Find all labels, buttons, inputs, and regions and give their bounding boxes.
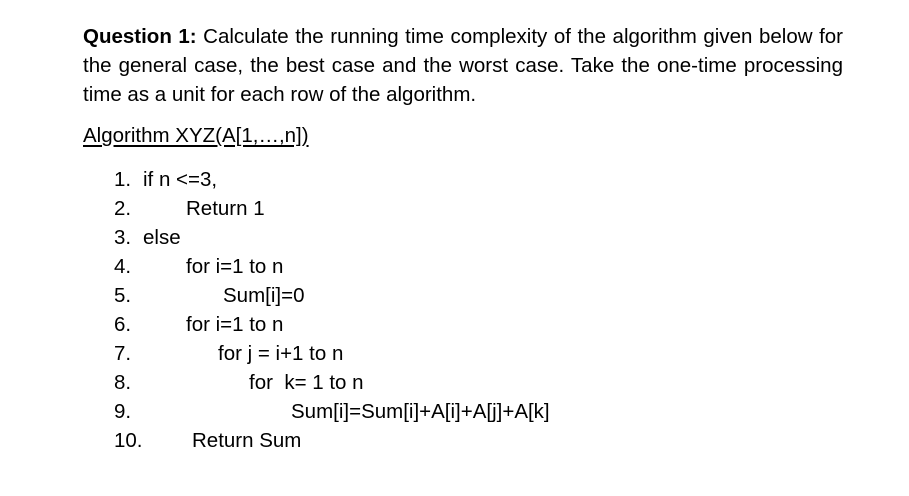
line-number: 2. xyxy=(114,197,132,220)
line-code: for i=1 to n xyxy=(186,313,284,336)
line-code: Sum[i]=0 xyxy=(223,284,305,307)
line-number: 6. xyxy=(114,313,132,336)
line-number: 9. xyxy=(114,400,132,423)
question-body: Calculate the running time complexity of the algorithm given below for the general case, the best case and the worst case. Take the one-time processing time as a unit for each row of the algorithm. xyxy=(83,25,843,106)
line-number: 5. xyxy=(114,284,132,307)
line-number: 7. xyxy=(114,342,132,365)
line-number: 1. xyxy=(114,168,132,191)
line-number: 4. xyxy=(114,255,132,278)
line-code: Return Sum xyxy=(192,429,302,452)
line-code: for k= 1 to n xyxy=(249,371,364,394)
line-code: for i=1 to n xyxy=(186,255,284,278)
question-text xyxy=(83,22,843,109)
question-label: Question 1: xyxy=(83,25,197,48)
line-number: 10. xyxy=(114,429,143,452)
line-code: Sum[i]=Sum[i]+A[i]+A[j]+A[k] xyxy=(291,400,550,423)
line-code: Return 1 xyxy=(186,197,265,220)
line-number: 8. xyxy=(114,371,132,394)
line-code: if n <=3, xyxy=(143,168,218,191)
line-code: for j = i+1 to n xyxy=(218,342,344,365)
algorithm-title: Algorithm XYZ(A[1,…,n]) xyxy=(83,124,309,147)
line-number: 3. xyxy=(114,226,132,249)
line-code: else xyxy=(143,226,181,249)
